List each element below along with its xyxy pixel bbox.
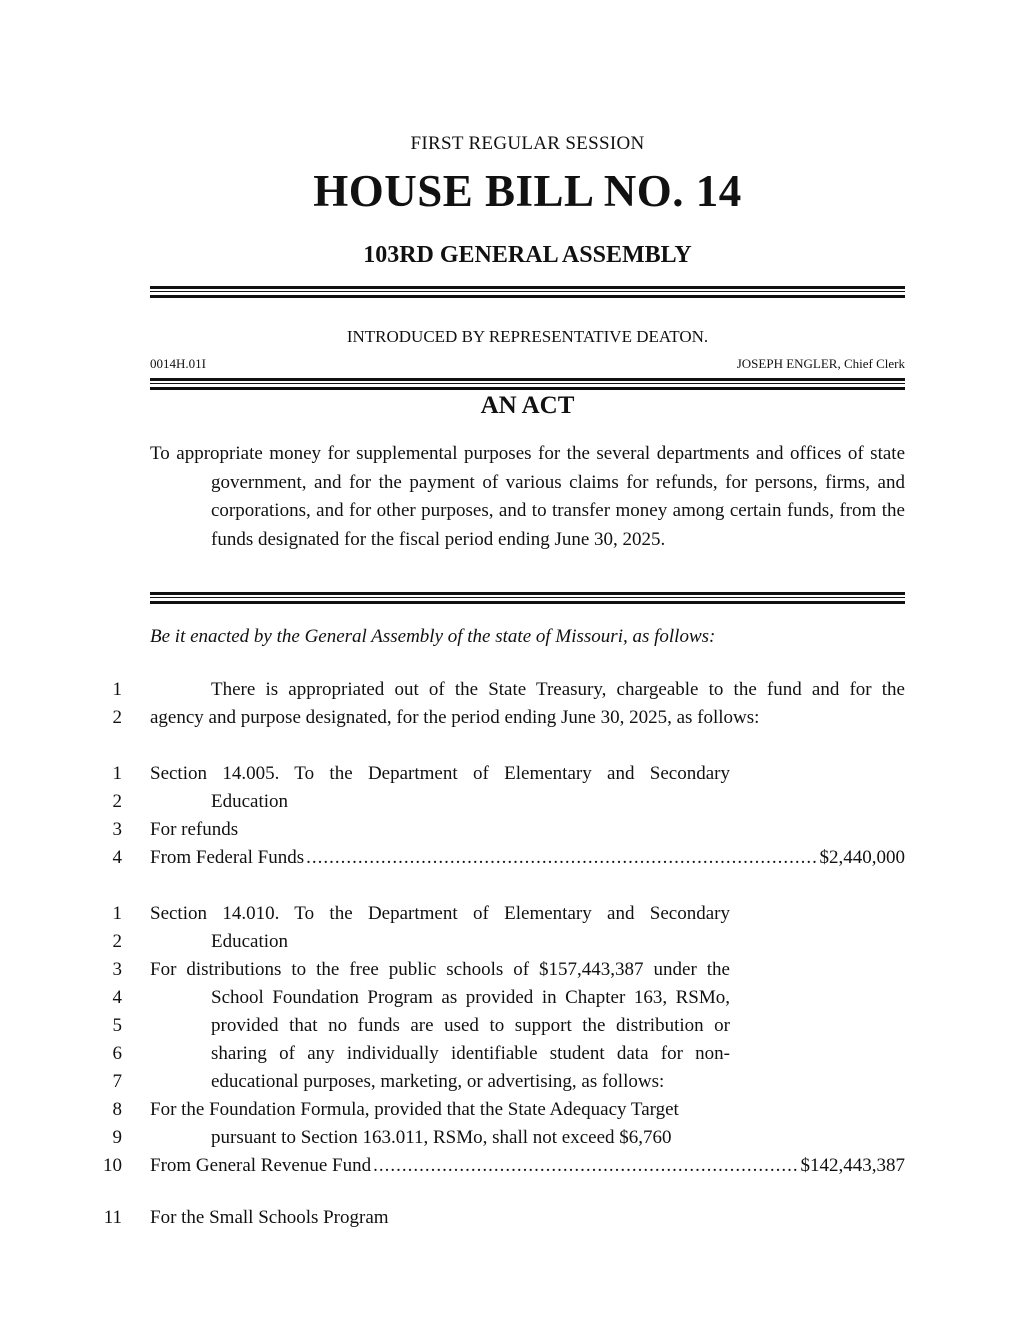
section-heading: Section 14.005. To the Department of Elementary and Secondary: [150, 763, 730, 784]
header-double-rule: [150, 286, 905, 300]
act-heading: AN ACT: [480, 392, 575, 419]
fund-source: From General Revenue Fund: [150, 1155, 372, 1176]
section-14-010-line: [0, 984, 1024, 1012]
line-text: agency and purpose designated, for the period ending June 30, 2025, as follows:: [150, 707, 760, 728]
section-14-010-line: [0, 928, 1024, 956]
line-text: There is appropriated out of the State Treasury, chargeable to the fund and for the: [211, 679, 905, 700]
preamble-line: [0, 676, 1024, 704]
appropriation-amount: $2,440,000: [819, 847, 905, 868]
assembly-label: 103RD GENERAL ASSEMBLY: [363, 242, 692, 268]
line-text: Education: [211, 791, 289, 812]
section-14-010-line: [0, 1124, 1024, 1152]
enacting-clause: Be it enacted by the General Assembly of the state of Missouri, as follows:: [150, 626, 716, 647]
section-14-010-line: [0, 1040, 1024, 1068]
line-text: School Foundation Program as provided in Chapter 163, RSMo,: [211, 987, 730, 1008]
section-14-010-line: [0, 956, 1024, 984]
section-14-005-line: [0, 760, 1024, 788]
section-heading: Section 14.010. To the Department of Elementary and Secondary: [150, 903, 730, 924]
line-text: sharing of any individually identifiable student data for non-: [211, 1043, 730, 1064]
line-number: 2: [112, 931, 122, 952]
line-number: 1: [112, 763, 122, 784]
line-number: 2: [112, 707, 122, 728]
line-number: 4: [112, 987, 122, 1008]
section-14-005-line: [0, 844, 1024, 872]
line-text: For the Small Schools Program: [150, 1207, 389, 1228]
session-label: FIRST REGULAR SESSION: [410, 133, 645, 154]
chief-clerk: JOSEPH ENGLER, Chief Clerk: [736, 356, 905, 371]
line-text: For the Foundation Formula, provided that the State Adequacy Target: [150, 1099, 679, 1120]
line-text: provided that no funds are used to support the distribution or: [211, 1015, 730, 1036]
section-14-010-line: [0, 1204, 1024, 1232]
line-number: 6: [112, 1043, 122, 1064]
line-number: 10: [103, 1155, 122, 1176]
section-14-010-line: [0, 1096, 1024, 1124]
section-14-010-line: [0, 1012, 1024, 1040]
preamble-line: [0, 704, 1024, 732]
line-number: 8: [112, 1099, 122, 1120]
line-number: 9: [112, 1127, 122, 1148]
fund-source: From Federal Funds: [150, 847, 305, 868]
bill-title: HOUSE BILL NO. 14: [313, 166, 742, 216]
section-14-010-line: [0, 1152, 1024, 1180]
line-number: 11: [103, 1207, 122, 1228]
line-number: 1: [112, 903, 122, 924]
line-number: 4: [112, 847, 122, 868]
appropriation-amount: $142,443,387: [800, 1155, 905, 1176]
line-number: 7: [112, 1071, 122, 1092]
line-text: For distributions to the free public schools of $157,443,387 under the: [150, 959, 730, 980]
section-14-005-line: [0, 816, 1024, 844]
enacting-divider-rule: [150, 592, 905, 606]
act-title-text: To appropriate money for supplemental purposes for the several departments and offices of state government, and for the payment of various claims for refunds, for persons, firms, and corporations, and for other purposes, and to transfer money among certain funds, from the funds designated for the fiscal period ending June 30, 2025.: [150, 443, 905, 550]
dot-leader: [306, 844, 817, 872]
line-number: 3: [112, 819, 122, 840]
line-text: pursuant to Section 163.011, RSMo, shall not exceed $6,760: [211, 1127, 672, 1148]
bill-code: 0014H.01I: [150, 356, 206, 371]
introduced-by: INTRODUCED BY REPRESENTATIVE DEATON.: [346, 327, 709, 346]
appropriation-line: [150, 844, 905, 872]
line-number: 5: [112, 1015, 122, 1036]
section-14-010-line: [0, 900, 1024, 928]
line-number: 3: [112, 959, 122, 980]
line-number: 2: [112, 791, 122, 812]
section-14-005-line: [0, 788, 1024, 816]
line-text: Education: [211, 931, 289, 952]
line-text: educational purposes, marketing, or advertising, as follows:: [211, 1071, 665, 1092]
dot-leader: [373, 1152, 798, 1180]
section-14-010-line: [0, 1068, 1024, 1096]
line-number: 1: [112, 679, 122, 700]
appropriation-line: [150, 1152, 905, 1180]
act-title-paragraph: [150, 440, 905, 554]
act-divider-rule: [150, 378, 905, 392]
line-text: For refunds: [150, 819, 239, 840]
